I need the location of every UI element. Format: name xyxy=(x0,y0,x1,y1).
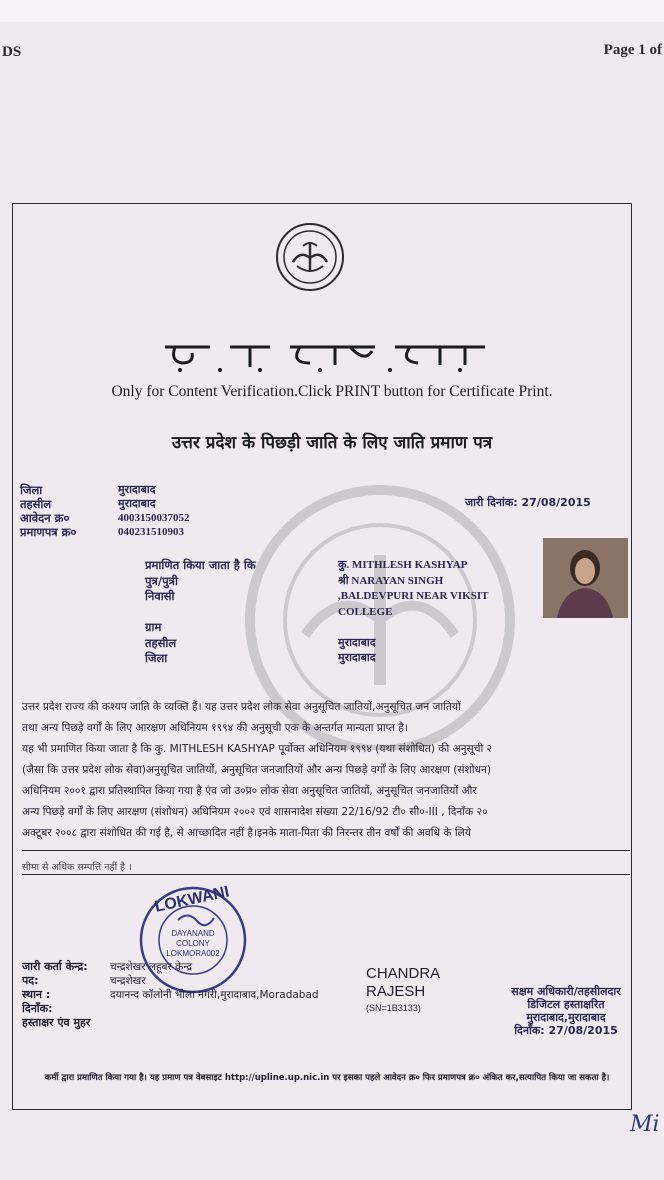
issuer-label-center: जारी कर्ता केन्द्र: xyxy=(22,960,88,973)
field-value-application-no: 4003150037052 xyxy=(118,512,190,524)
issuer-label-place: स्थान : xyxy=(22,988,51,1001)
issuer-value-post: चन्द्रशेखर xyxy=(110,975,146,987)
issuer-values xyxy=(110,960,319,1002)
field-value-tehsil: मुरादाबाद xyxy=(118,497,156,510)
certificate-field-labels xyxy=(145,558,256,667)
cert-value-district: मुरादाबाद xyxy=(338,651,376,664)
body-line: यह भी प्रमाणित किया जाता है कि कु. MITHLESH KASHYAP पूर्वोक्त अधिनियम १९९४ (यथा संशोधित) की अनुसूची २ xyxy=(22,743,493,755)
body-line: अधिनियम २००१ द्वारा प्रतिस्थापित किया गया है एंव जो उ०प्र० लोक सेवा अनुसूचित जातियों, अनुसूचित जनजातियों और xyxy=(22,785,477,797)
field-label-certificate-no: प्रमाणपत्र क्र० xyxy=(20,525,77,539)
cert-label-district: जिला xyxy=(145,651,168,665)
verification-note: Only for Content Verification.Click PRINT button for Certificate Print. xyxy=(111,383,553,400)
signer-serial: (SN=1B3133) xyxy=(366,1003,421,1013)
applicant-photo xyxy=(543,538,628,618)
issuer-value-center: चन्द्रशेखर लहूबर केन्द्र xyxy=(110,961,193,973)
header-left-text: DS xyxy=(2,44,22,60)
body-line: तथा अन्य पिछड़े वर्गों के लिए आरक्षण अधिनियम १९९४ की अनुसूची एक के अन्तर्गत मान्यता प्राप्त है। xyxy=(22,722,408,734)
field-value-certificate-no: 040231510903 xyxy=(118,526,184,538)
cert-label-certified: प्रमाणित किया जाता है कि xyxy=(145,558,256,572)
cert-label-village: ग्राम xyxy=(145,620,162,634)
cert-value-address-1: ,BALDEVPURI NEAR VIKSIT xyxy=(338,590,489,602)
handwritten-mark: Mi xyxy=(630,1112,660,1137)
field-label-application-no: आवेदन क्र० xyxy=(20,511,70,525)
left-field-values xyxy=(118,483,190,539)
signer-line-1: CHANDRA xyxy=(366,965,441,982)
stamp-line-3: LOKMORA002 xyxy=(166,949,220,958)
competent-authority-block xyxy=(486,985,646,1037)
issue-date: जारी दिनांक: 27/08/2015 xyxy=(465,496,591,509)
certificate-field-values xyxy=(338,558,488,667)
left-field-labels xyxy=(20,483,76,539)
certificate-title: उत्तर प्रदेश के पिछड़ी जाति के लिए जाति प्रमाण पत्र xyxy=(171,433,493,453)
stamp-line-1: DAYANAND xyxy=(171,929,215,938)
up-emblem-icon xyxy=(275,222,345,292)
body-line: अक्टूबर २००८ द्वारा संशोधित की गई है, से आच्छादित नहीं है।इनके माता-पिता की निरन्तर तीन वर्षों की अवधि के लिये xyxy=(22,827,471,839)
cert-value-parent: श्री NARAYAN SINGH xyxy=(338,574,444,587)
cert-label-blank xyxy=(145,605,256,621)
verification-footer-note: कर्मी द्वारा प्रमाणित किया गया है। यह प्रमाण पत्र वेबसाइट http://upline.up.nic.in पर इसका पहले आवेदन क्र० फिर प्रमाणपत्र क्र० अंकित कर,सत्यापित किया जा सकता है। xyxy=(44,1073,610,1083)
authority-line: दिनाँक: 27/08/2015 xyxy=(514,1024,618,1037)
cert-label-parent: पुत्र/पुत्री xyxy=(145,573,178,588)
cert-value-name: कु. MITHLESH KASHYAP xyxy=(338,559,468,571)
hindi-banner-graphic xyxy=(160,333,490,373)
divider xyxy=(22,874,630,875)
divider xyxy=(22,850,630,851)
top-bar xyxy=(0,0,664,22)
field-label-district: जिला xyxy=(20,483,43,497)
cert-value-village xyxy=(338,620,488,636)
issuer-value-place: दयानन्द कॉलोनी भोला नगरी,मुरादाबाद,Moradabad xyxy=(110,989,319,1001)
authority-line: डिजिटल हस्ताक्षरित xyxy=(527,998,605,1011)
field-value-district: मुरादाबाद xyxy=(118,483,156,496)
authority-line: सक्षम अधिकारी/तहसीलदार xyxy=(511,985,621,998)
signer-line-2: RAJESH xyxy=(366,983,426,1000)
field-label-tehsil: तहसील xyxy=(20,497,52,511)
cert-label-resident: निवासी xyxy=(145,589,175,603)
issuer-labels xyxy=(22,960,90,1030)
cert-value-tehsil: मुरादाबाद xyxy=(338,635,376,649)
page-indicator: Page 1 of xyxy=(603,42,662,58)
issuer-label-signature: हस्ताक्षर एंव मुहर xyxy=(22,1016,91,1029)
body-line: (जैसा कि उत्तर प्रदेश लोक सेवा)अनुसूचित जातियों, अनुसूचित जनजातियों और अन्य पिछड़े वर्गों के लिए आरक्षण (संशोधन) xyxy=(22,764,491,776)
body-tail-text: सीमा से अधिक सम्पत्ति नहीं है । xyxy=(22,862,132,873)
issuer-label-post: पद: xyxy=(22,974,39,987)
certificate-body-text xyxy=(22,697,632,844)
authority-line: मुरादाबाद,मुरादाबाद xyxy=(526,1011,606,1024)
issuer-label-date: दिनाँक: xyxy=(22,1002,53,1015)
stamp-top-text: LOKWANI xyxy=(153,883,231,916)
cert-value-address-2: COLLEGE xyxy=(338,605,393,618)
digital-signer-name xyxy=(366,965,440,1001)
stamp-line-2: COLONY xyxy=(176,939,210,948)
body-line: अन्य पिछड़े वर्गों के लिए आरक्षण (संशोधन) अधिनियम २००२ एवं शासनादेश संख्या 22/16/92 टी० सी०-III , दिनाँक २० xyxy=(22,806,488,818)
body-line: उत्तर प्रदेश राज्य की कश्यप जाति के व्यक्ति हैं। यह उत्तर प्रदेश लोक सेवा अनुसूचित जातियों,अनुसूचित जन जातियों xyxy=(22,701,461,713)
cert-label-tehsil: तहसील xyxy=(145,635,177,650)
